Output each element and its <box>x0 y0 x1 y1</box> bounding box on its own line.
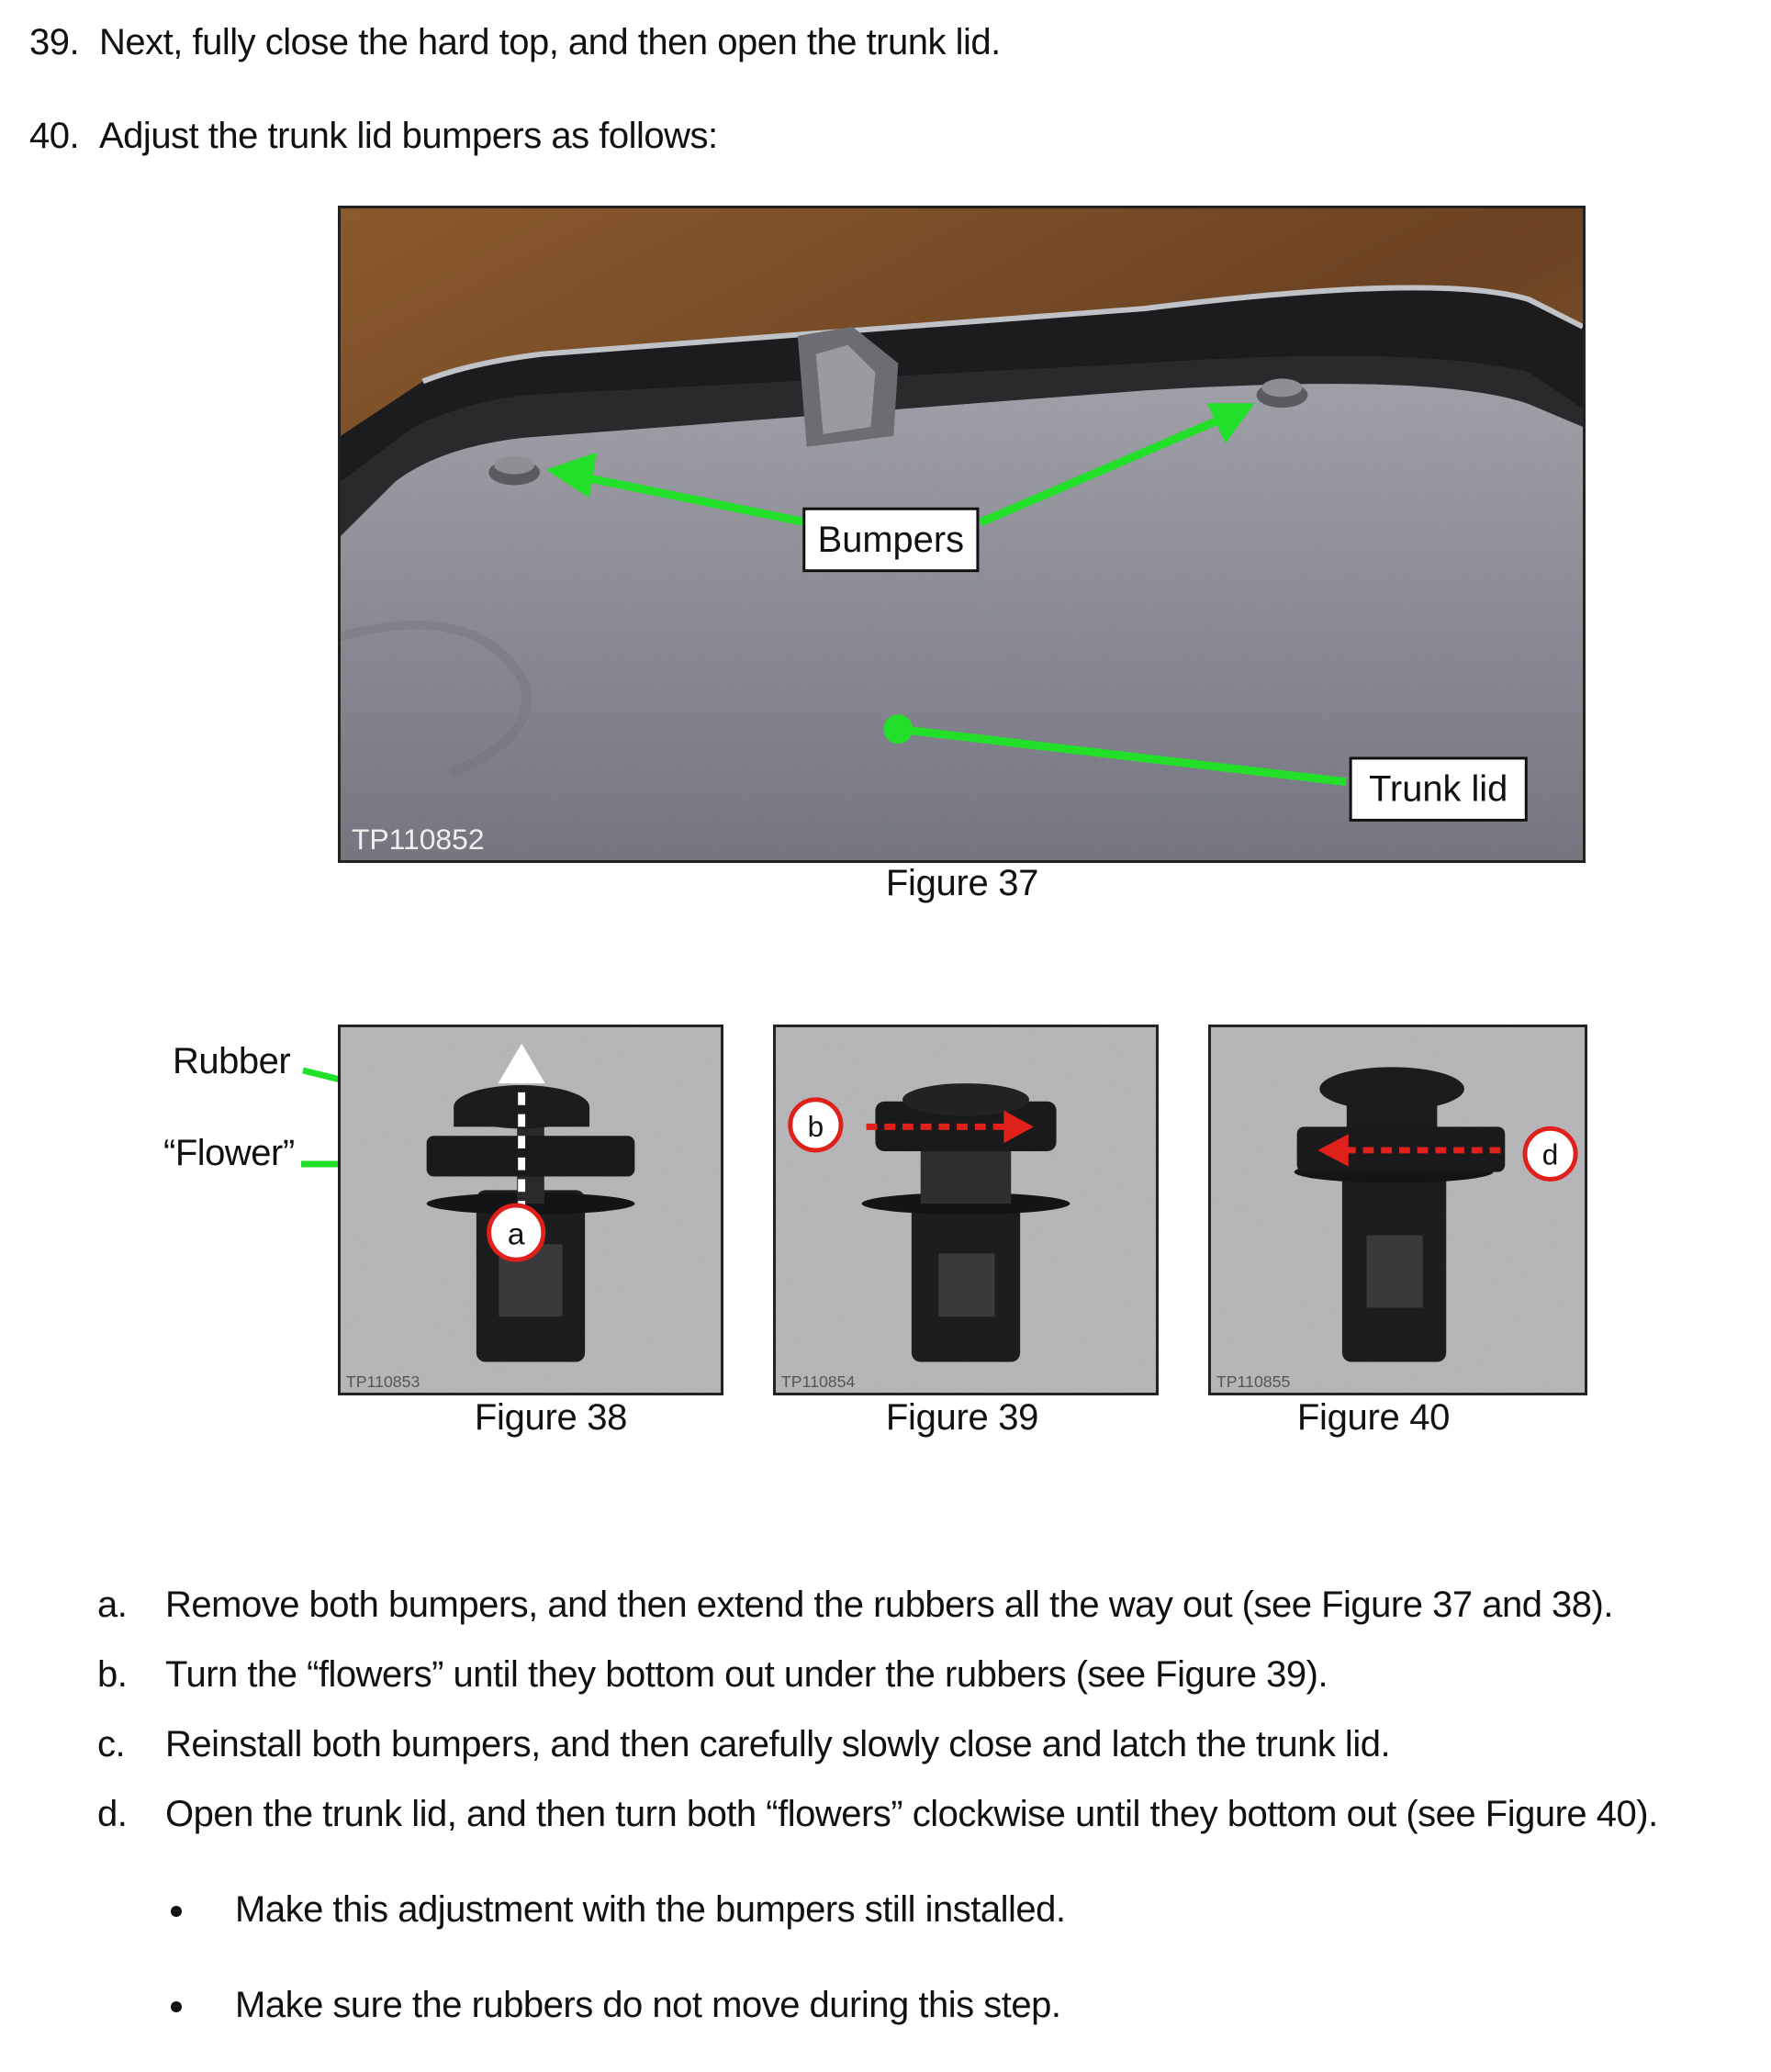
trunk-lid-illustration <box>341 208 1583 860</box>
bumpers-label <box>804 509 978 570</box>
figure-37-caption: Figure 37 <box>885 863 1039 903</box>
figure-39-caption: Figure 39 <box>885 1397 1039 1438</box>
figure-38-photo <box>338 1025 723 1395</box>
flower-label: “Flower” <box>163 1133 295 1173</box>
figure-37-photo <box>338 206 1586 863</box>
bullet-dot <box>171 2001 182 2012</box>
figure-code: TP110853 <box>345 1372 420 1392</box>
svg-text:Bumpers: Bumpers <box>817 519 965 560</box>
bullet-dot <box>171 1906 182 1917</box>
svg-text:Trunk lid: Trunk lid <box>1369 768 1508 810</box>
figure-39-photo <box>773 1025 1159 1395</box>
step-number: 40. <box>29 116 80 156</box>
marker-b: b <box>807 1110 824 1144</box>
flower-turned-illustration <box>776 1027 1156 1393</box>
substep-letter: a. <box>97 1585 128 1625</box>
bumper-extended-illustration <box>341 1027 721 1393</box>
substep-text: Remove both bumpers, and then extend the rubbers all the way out (see Figure 37 and 38). <box>165 1585 1613 1625</box>
marker-a: a <box>507 1217 525 1252</box>
bullet-text: Make this adjustment with the bumpers still installed. <box>235 1889 1066 1930</box>
substep-letter: d. <box>97 1794 128 1834</box>
step-39 <box>29 22 1001 63</box>
substep-letter: c. <box>97 1724 126 1764</box>
rubber-label: Rubber <box>173 1041 291 1081</box>
substep-text: Open the trunk lid, and then turn both “flowers” clockwise until they bottom out (see Figure 40). <box>165 1794 1658 1834</box>
bullet-text: Make sure the rubbers do not move during this step. <box>235 1985 1061 2025</box>
substep-text: Turn the “flowers” until they bottom out under the rubbers (see Figure 39). <box>165 1654 1328 1695</box>
step-text: Adjust the trunk lid bumpers as follows: <box>99 116 718 156</box>
substep-letter: b. <box>97 1654 128 1695</box>
figure-38-caption: Figure 38 <box>474 1397 628 1438</box>
flower-clockwise-illustration <box>1211 1027 1585 1393</box>
step-number: 39. <box>29 22 80 62</box>
figure-code: TP110852 <box>351 823 485 857</box>
figure-code: TP110854 <box>780 1372 856 1392</box>
figure-40-photo <box>1208 1025 1587 1395</box>
figure-40-caption: Figure 40 <box>1296 1397 1451 1438</box>
substep-text: Reinstall both bumpers, and then carefully slowly close and latch the trunk lid. <box>165 1724 1391 1764</box>
step-40 <box>29 116 718 157</box>
step-text: Next, fully close the hard top, and then open the trunk lid. <box>99 22 1001 62</box>
trunk-lid-label <box>1351 758 1526 820</box>
marker-d: d <box>1541 1137 1559 1171</box>
figure-code: TP110855 <box>1216 1372 1291 1392</box>
